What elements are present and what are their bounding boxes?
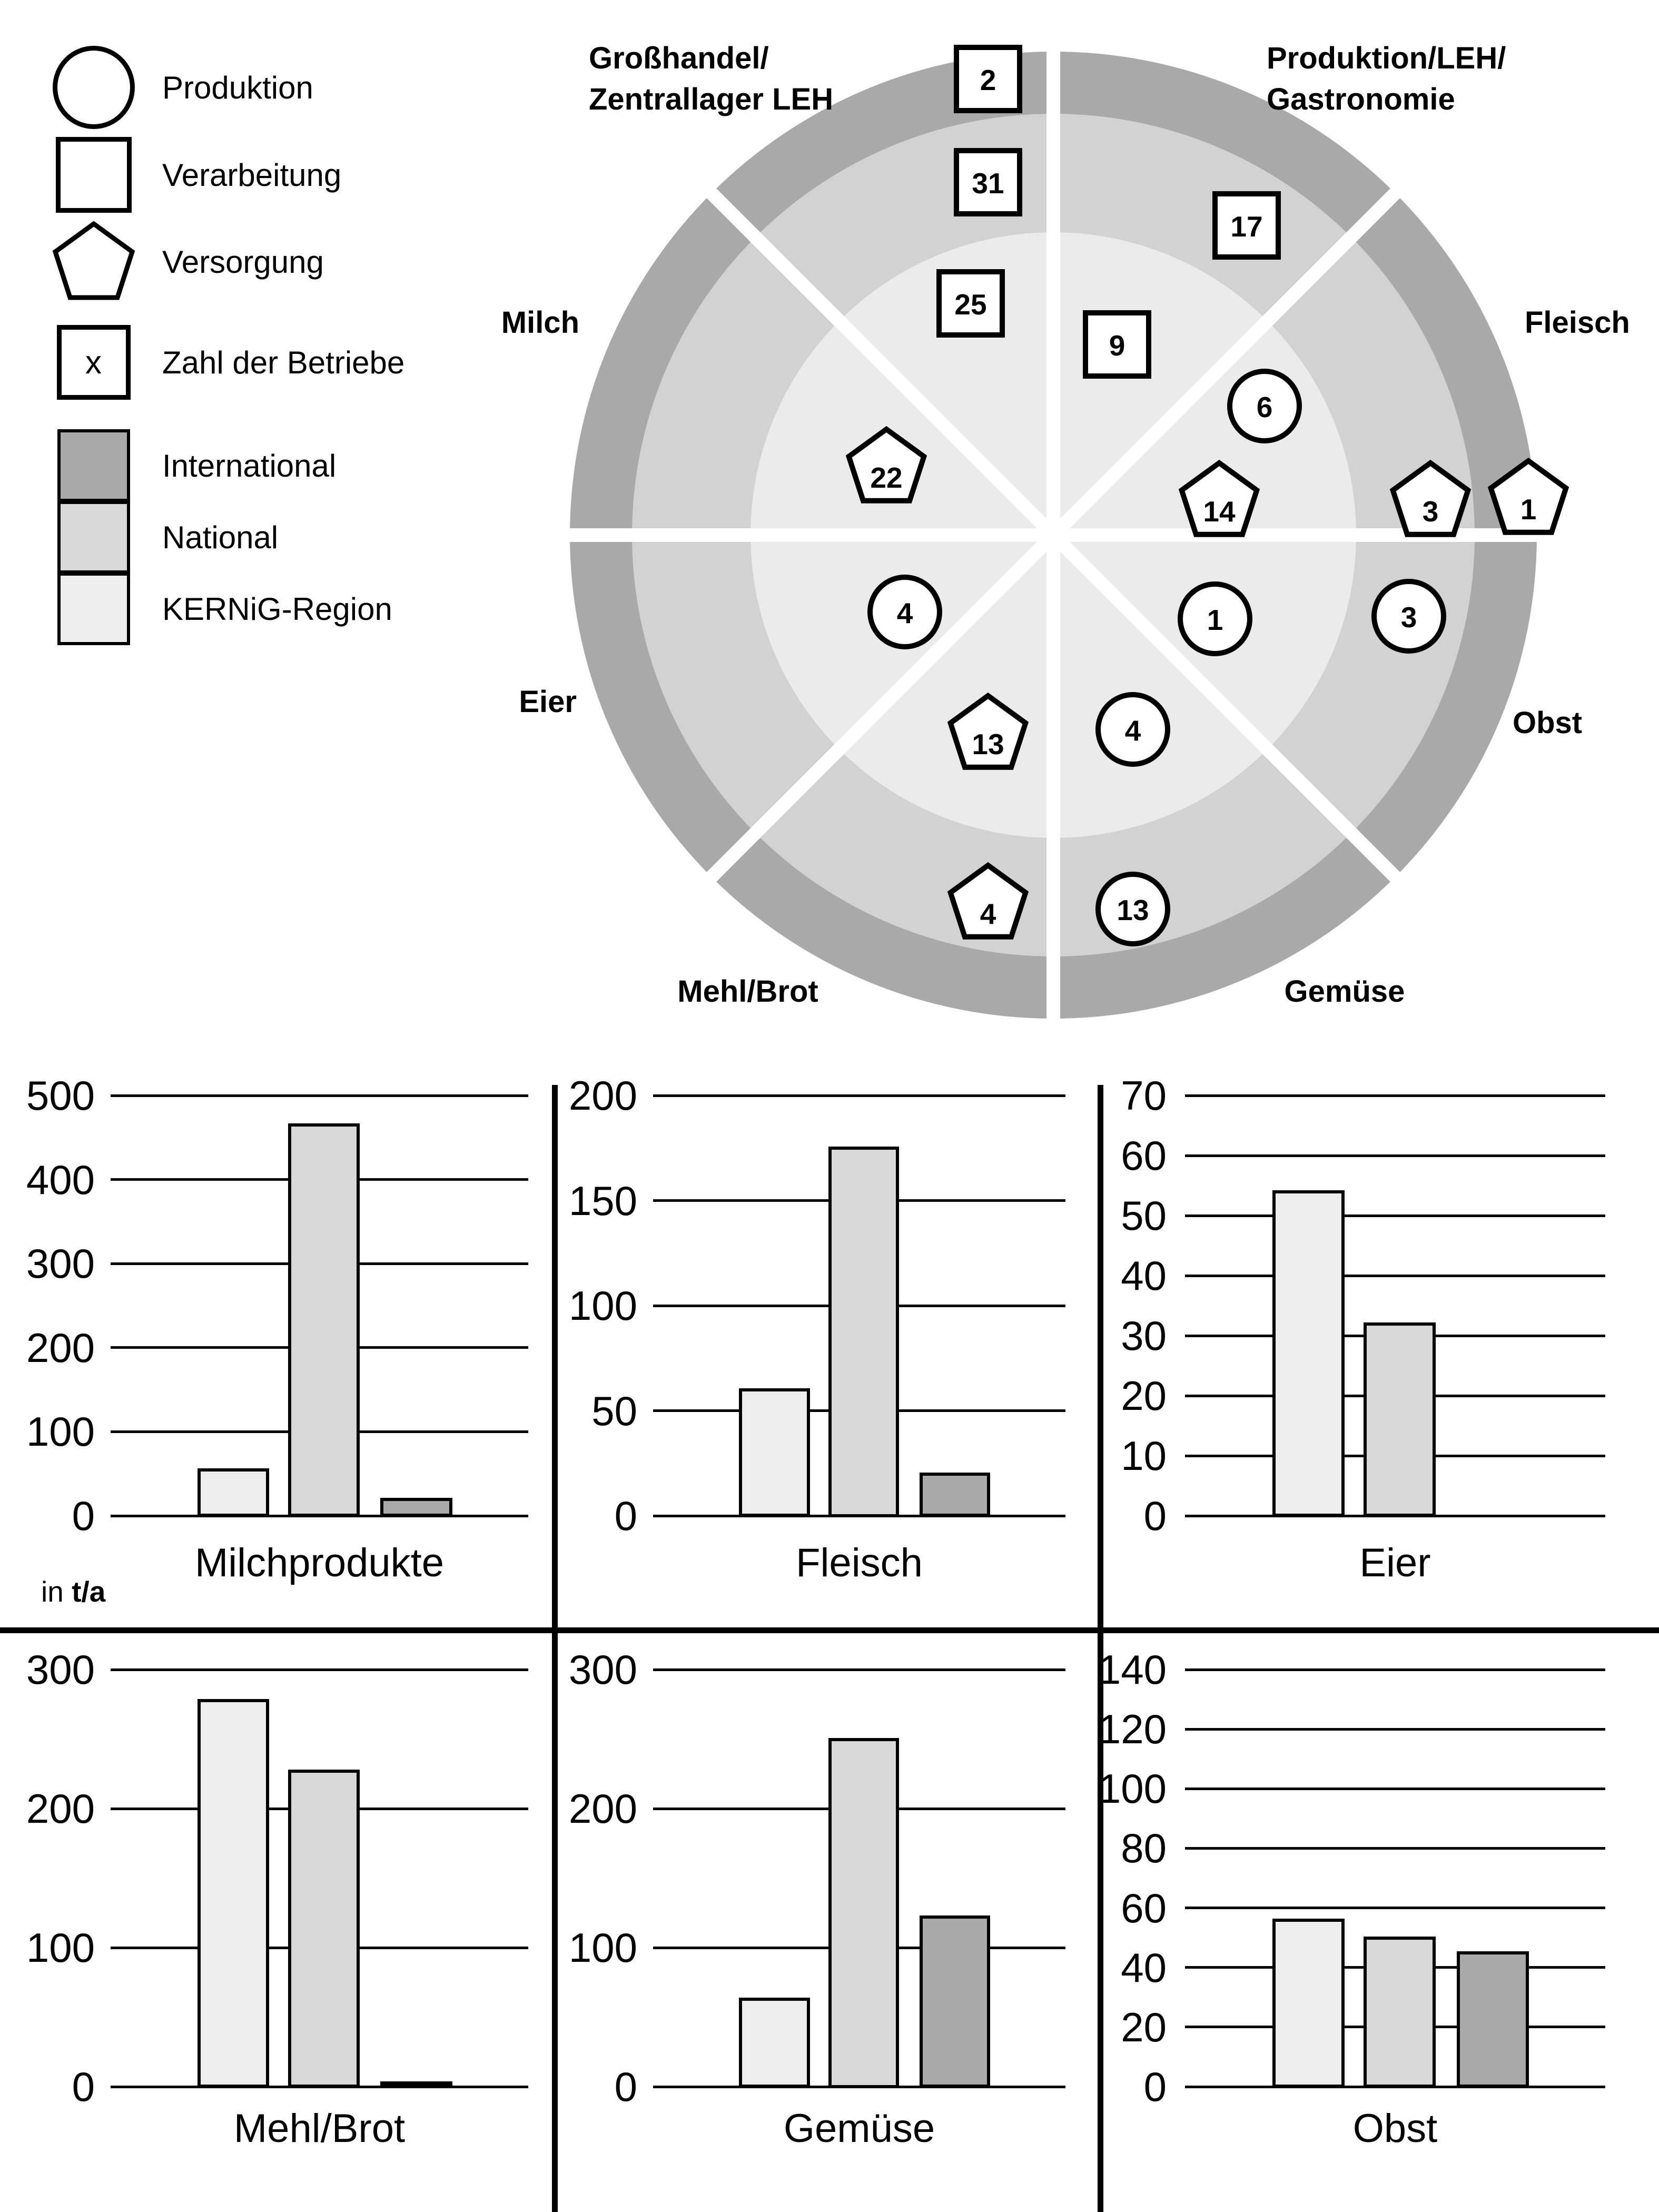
y-tick-label: 50	[1121, 1192, 1167, 1239]
unit-prefix: in	[41, 1575, 64, 1608]
gridline	[1185, 1728, 1605, 1731]
legend-label: Zahl der Betriebe	[162, 344, 405, 380]
chart-title: Obst	[1352, 2106, 1438, 2151]
y-tick-label: 20	[1121, 1372, 1167, 1419]
y-tick-label: 40	[1121, 1252, 1167, 1299]
unit-note	[41, 1575, 105, 1608]
y-tick-label: 70	[1121, 1072, 1167, 1119]
gridline	[1185, 1094, 1605, 1097]
chart-title: Fleisch	[796, 1540, 923, 1585]
bar-national	[1364, 1322, 1436, 1517]
chart-title: Mehl/Brot	[233, 2106, 406, 2151]
gridline	[1185, 1275, 1605, 1277]
y-tick-label: 100	[26, 1924, 95, 1971]
bar-kernig-region	[739, 1998, 810, 2088]
y-tick-label: 140	[1098, 1646, 1167, 1693]
y-tick-label: 200	[568, 1072, 637, 1119]
bar-national	[288, 1770, 360, 2088]
y-tick-label: 0	[1143, 1493, 1167, 1539]
betriebe-count: 31	[972, 167, 1004, 200]
legend-label: Verarbeitung	[162, 157, 342, 193]
y-tick-label: 200	[568, 1785, 637, 1832]
betriebe-count: 13	[1117, 894, 1149, 926]
chart-title: Gemüse	[783, 2106, 935, 2151]
sector-label: Milch	[501, 305, 579, 340]
sector-label: Eier	[519, 685, 577, 719]
betriebe-count: 3	[1400, 601, 1417, 634]
bar-international	[920, 1473, 991, 1517]
bar-kernig-region	[197, 1699, 269, 2088]
sector-label: Mehl/Brot	[677, 974, 818, 1009]
y-tick-label: 30	[1121, 1312, 1167, 1359]
y-tick-label: 10	[1121, 1433, 1167, 1479]
chart-title: Eier	[1359, 1540, 1431, 1585]
betriebe-count: 14	[1203, 495, 1236, 528]
betriebe-count: 17	[1230, 210, 1263, 243]
bar-national	[828, 1147, 900, 1517]
bar-kernig-region	[739, 1388, 810, 1517]
gridline	[1185, 1214, 1605, 1217]
betriebe-count: 1	[1207, 604, 1223, 636]
betriebe-count: 4	[1124, 714, 1141, 747]
y-tick-label: 100	[1098, 1765, 1167, 1812]
unit-value: t/a	[72, 1575, 106, 1608]
y-tick-label: 300	[26, 1646, 95, 1693]
bar-international	[1457, 1951, 1529, 2088]
sector-label: Fleisch	[1525, 305, 1630, 340]
betriebe-count: 3	[1422, 495, 1439, 528]
betriebe-count: 4	[980, 897, 996, 930]
y-tick-label: 120	[1098, 1706, 1167, 1753]
gridline	[1185, 1847, 1605, 1850]
y-tick-label: 200	[26, 1324, 95, 1371]
stage-label: Großhandel/	[589, 41, 769, 75]
y-tick-label: 0	[614, 2063, 637, 2110]
betriebe-count: 6	[1256, 391, 1273, 423]
betriebe-count: 13	[972, 728, 1004, 761]
bar-national	[288, 1123, 360, 1517]
gridline	[111, 1094, 528, 1097]
y-tick-label: 100	[568, 1924, 637, 1971]
y-tick-label: 80	[1121, 1825, 1167, 1872]
y-tick-label: 100	[568, 1282, 637, 1329]
y-tick-label: 0	[1143, 2063, 1167, 2110]
gridline	[1185, 1154, 1605, 1157]
stage-label: Gastronomie	[1267, 82, 1455, 116]
y-tick-label: 100	[26, 1408, 95, 1455]
stage-label: Zentrallager LEH	[589, 82, 834, 116]
betriebe-count: 2	[980, 64, 996, 96]
bar-international	[380, 1498, 452, 1517]
bar-kernig-region	[1272, 1919, 1345, 2088]
bar-kernig-region	[197, 1468, 269, 1517]
bar-kernig-region	[1272, 1190, 1345, 1517]
y-tick-label: 20	[1121, 2003, 1167, 2050]
bar-national	[1364, 1937, 1436, 2088]
stage-label: Produktion/LEH/	[1267, 41, 1506, 75]
bar-international	[380, 2081, 452, 2088]
y-tick-label: 200	[26, 1785, 95, 1832]
y-tick-label: 0	[614, 1493, 637, 1539]
count-symbol: x	[57, 325, 131, 400]
y-tick-label: 500	[26, 1072, 95, 1119]
legend-label: KERNiG-Region	[162, 591, 392, 627]
betriebe-count: 9	[1109, 329, 1125, 362]
y-tick-label: 60	[1121, 1132, 1167, 1179]
chart-title: Milchprodukte	[194, 1540, 445, 1585]
bar-international	[920, 1915, 991, 2088]
y-tick-label: 0	[72, 1493, 95, 1539]
gridline	[1185, 1788, 1605, 1790]
betriebe-count: 25	[954, 288, 987, 321]
betriebe-count: 22	[870, 461, 903, 494]
y-tick-label: 60	[1121, 1884, 1167, 1931]
legend-label: National	[162, 519, 279, 555]
panel-divider-horizontal	[0, 1627, 1659, 1633]
y-tick-label: 400	[26, 1156, 95, 1203]
bar-national	[828, 1738, 900, 2088]
y-tick-label: 50	[591, 1387, 637, 1434]
gridline	[1185, 1907, 1605, 1909]
legend-label: Versorgung	[162, 244, 324, 280]
y-tick-label: 40	[1121, 1944, 1167, 1991]
legend-label: International	[162, 448, 337, 483]
y-tick-label: 300	[26, 1240, 95, 1287]
gridline	[1185, 1668, 1605, 1671]
sector-label: Gemüse	[1284, 974, 1405, 1009]
legend-label: Produktion	[162, 70, 313, 105]
sector-label: Obst	[1513, 706, 1583, 740]
gridline	[111, 1668, 528, 1671]
y-tick-label: 0	[72, 2063, 95, 2110]
betriebe-count: 4	[896, 597, 913, 629]
y-tick-label: 150	[568, 1177, 637, 1224]
betriebe-count: 1	[1520, 493, 1537, 526]
y-tick-label: 300	[568, 1646, 637, 1693]
